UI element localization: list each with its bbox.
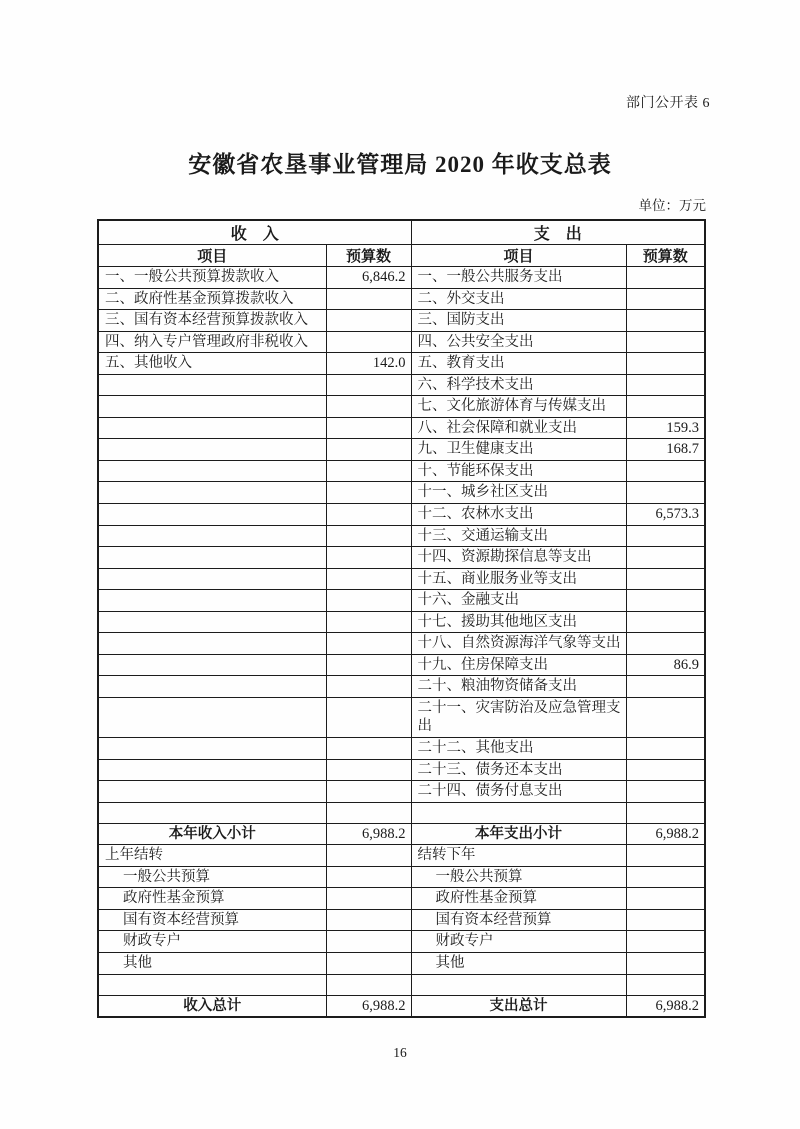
income-item-cell: 一、一般公共预算拨款收入: [98, 267, 326, 289]
income-budget-cell: [326, 697, 411, 737]
income-budget-cell: [326, 974, 411, 995]
income-carryover-label: 上年结转: [98, 845, 326, 867]
expense-carryover-sub-value: [626, 888, 705, 910]
table-row: [98, 267, 705, 289]
expense-item-cell: 二十一、灾害防治及应急管理支出: [411, 697, 626, 737]
budget-table: [97, 219, 706, 1018]
expense-budget-cell: [626, 396, 705, 418]
expense-item-cell: 九、卫生健康支出: [411, 439, 626, 461]
income-item-cell: [98, 374, 326, 396]
expense-carryover-sub-label: 政府性基金预算: [411, 888, 626, 910]
page-title: 安徽省农垦事业管理局 2020 年收支总表: [188, 152, 612, 177]
table-row: [98, 460, 705, 482]
expense-carryover-value: [626, 845, 705, 867]
income-carryover-sub-label: 国有资本经营预算: [98, 909, 326, 931]
expense-budget-cell: [626, 547, 705, 569]
spacer-row: [98, 802, 705, 823]
income-budget-column-header: 预算数: [326, 245, 411, 267]
income-carryover-sub-label: 其他: [98, 952, 326, 974]
income-carryover-sub-value: [326, 909, 411, 931]
table-row: [98, 611, 705, 633]
income-item-cell: [98, 460, 326, 482]
expense-item-cell: 十三、交通运输支出: [411, 525, 626, 547]
income-budget-cell: [326, 460, 411, 482]
income-item-cell: [98, 974, 326, 995]
expense-budget-cell: [626, 460, 705, 482]
page-number: 16: [393, 1045, 407, 1061]
expense-budget-cell: [626, 482, 705, 504]
income-total-value: 6,988.2: [326, 995, 411, 1017]
income-item-cell: 五、其他收入: [98, 353, 326, 375]
expense-item-cell: 七、文化旅游体育与传媒支出: [411, 396, 626, 418]
expense-item-cell: [411, 974, 626, 995]
expense-item-cell: 十九、住房保障支出: [411, 654, 626, 676]
expense-item-cell: 十、节能环保支出: [411, 460, 626, 482]
expense-item-cell: [411, 802, 626, 823]
income-carryover-sub-value: [326, 931, 411, 953]
expense-item-column-header: 项目: [411, 245, 626, 267]
expense-budget-cell: [626, 310, 705, 332]
income-carryover-sub-label: 政府性基金预算: [98, 888, 326, 910]
income-item-cell: [98, 482, 326, 504]
income-budget-cell: 6,846.2: [326, 267, 411, 289]
expense-budget-cell: [626, 288, 705, 310]
income-budget-cell: [326, 310, 411, 332]
income-subtotal-label: 本年收入小计: [98, 823, 326, 845]
income-carryover-sub-value: [326, 866, 411, 888]
expense-budget-cell: [626, 781, 705, 803]
income-section-header: 收 入: [98, 220, 411, 245]
table-row: [98, 310, 705, 332]
expense-budget-cell: [626, 611, 705, 633]
table-row: [98, 697, 705, 737]
expense-carryover-sub-label: 其他: [411, 952, 626, 974]
income-item-cell: [98, 654, 326, 676]
expense-item-cell: 十七、援助其他地区支出: [411, 611, 626, 633]
expense-carryover-sub-label: 一般公共预算: [411, 866, 626, 888]
table-row: [98, 417, 705, 439]
carryover-sub-row: [98, 909, 705, 931]
table-row: [98, 374, 705, 396]
expense-item-cell: 二十四、债务付息支出: [411, 781, 626, 803]
table-row: [98, 288, 705, 310]
unit-label: 单位：万元: [638, 198, 706, 213]
expense-budget-cell: [626, 374, 705, 396]
expense-item-cell: 二十、粮油物资储备支出: [411, 676, 626, 698]
income-carryover-value: [326, 845, 411, 867]
income-budget-cell: [326, 439, 411, 461]
income-item-cell: [98, 697, 326, 737]
total-row: [98, 995, 705, 1017]
expense-budget-cell: [626, 590, 705, 612]
income-item-cell: 三、国有资本经营预算拨款收入: [98, 310, 326, 332]
expense-item-cell: 二、外交支出: [411, 288, 626, 310]
expense-item-cell: 八、社会保障和就业支出: [411, 417, 626, 439]
table-row: [98, 759, 705, 781]
income-carryover-sub-label: 财政专户: [98, 931, 326, 953]
income-item-cell: [98, 633, 326, 655]
carryover-row: [98, 845, 705, 867]
income-item-cell: [98, 504, 326, 526]
budget-table-body: [98, 267, 705, 1018]
expense-total-label: 支出总计: [411, 995, 626, 1017]
expense-carryover-sub-value: [626, 909, 705, 931]
table-row: [98, 738, 705, 760]
table-row: [98, 676, 705, 698]
expense-item-cell: 十四、资源勘探信息等支出: [411, 547, 626, 569]
income-item-cell: [98, 525, 326, 547]
income-item-cell: [98, 738, 326, 760]
income-item-cell: 二、政府性基金预算拨款收入: [98, 288, 326, 310]
income-budget-cell: [326, 738, 411, 760]
income-budget-cell: [326, 654, 411, 676]
expense-item-cell: 十一、城乡社区支出: [411, 482, 626, 504]
expense-budget-cell: [626, 974, 705, 995]
income-budget-cell: [326, 288, 411, 310]
table-row: [98, 525, 705, 547]
income-item-cell: [98, 547, 326, 569]
income-item-cell: [98, 759, 326, 781]
income-budget-cell: [326, 331, 411, 353]
income-budget-cell: [326, 590, 411, 612]
table-row: [98, 331, 705, 353]
expense-item-cell: 五、教育支出: [411, 353, 626, 375]
income-carryover-sub-label: 一般公共预算: [98, 866, 326, 888]
expense-item-cell: 三、国防支出: [411, 310, 626, 332]
income-budget-cell: [326, 547, 411, 569]
income-item-cell: [98, 611, 326, 633]
income-budget-cell: [326, 759, 411, 781]
expense-budget-cell: [626, 802, 705, 823]
expense-budget-cell: 6,573.3: [626, 504, 705, 526]
income-total-label: 收入总计: [98, 995, 326, 1017]
expense-item-cell: 六、科学技术支出: [411, 374, 626, 396]
table-row: [98, 396, 705, 418]
income-budget-cell: [326, 633, 411, 655]
income-budget-cell: [326, 802, 411, 823]
expense-item-cell: 一、一般公共服务支出: [411, 267, 626, 289]
expense-item-cell: 二十二、其他支出: [411, 738, 626, 760]
table-row: [98, 353, 705, 375]
income-item-cell: [98, 802, 326, 823]
expense-item-cell: 二十三、债务还本支出: [411, 759, 626, 781]
income-item-column-header: 项目: [98, 245, 326, 267]
income-budget-cell: [326, 525, 411, 547]
expense-subtotal-value: 6,988.2: [626, 823, 705, 845]
table-row: [98, 547, 705, 569]
income-budget-cell: 142.0: [326, 353, 411, 375]
income-item-cell: [98, 568, 326, 590]
income-item-cell: 四、纳入专户管理政府非税收入: [98, 331, 326, 353]
expense-carryover-sub-value: [626, 866, 705, 888]
income-budget-cell: [326, 504, 411, 526]
expense-budget-cell: [626, 353, 705, 375]
carryover-sub-row: [98, 888, 705, 910]
expense-item-cell: 十六、金融支出: [411, 590, 626, 612]
expense-section-header: 支 出: [411, 220, 705, 245]
expense-budget-cell: 159.3: [626, 417, 705, 439]
section-header-row: [98, 220, 705, 245]
expense-total-value: 6,988.2: [626, 995, 705, 1017]
table-row: [98, 781, 705, 803]
income-budget-cell: [326, 568, 411, 590]
expense-item-cell: 十五、商业服务业等支出: [411, 568, 626, 590]
expense-carryover-sub-label: 国有资本经营预算: [411, 909, 626, 931]
table-row: [98, 633, 705, 655]
expense-subtotal-label: 本年支出小计: [411, 823, 626, 845]
expense-budget-cell: [626, 525, 705, 547]
income-budget-cell: [326, 374, 411, 396]
spacer-row: [98, 974, 705, 995]
expense-carryover-sub-label: 财政专户: [411, 931, 626, 953]
expense-budget-cell: [626, 633, 705, 655]
expense-budget-cell: [626, 738, 705, 760]
expense-budget-cell: [626, 331, 705, 353]
expense-carryover-label: 结转下年: [411, 845, 626, 867]
income-item-cell: [98, 417, 326, 439]
income-item-cell: [98, 676, 326, 698]
income-item-cell: [98, 439, 326, 461]
carryover-sub-row: [98, 931, 705, 953]
expense-carryover-sub-value: [626, 952, 705, 974]
income-carryover-sub-value: [326, 888, 411, 910]
expense-item-cell: 十八、自然资源海洋气象等支出: [411, 633, 626, 655]
table-row: [98, 654, 705, 676]
expense-budget-cell: 168.7: [626, 439, 705, 461]
table-row: [98, 439, 705, 461]
expense-budget-cell: [626, 267, 705, 289]
expense-budget-cell: 86.9: [626, 654, 705, 676]
expense-budget-cell: [626, 568, 705, 590]
income-subtotal-value: 6,988.2: [326, 823, 411, 845]
table-row: [98, 482, 705, 504]
expense-budget-cell: [626, 676, 705, 698]
income-item-cell: [98, 590, 326, 612]
carryover-sub-row: [98, 866, 705, 888]
subtotal-row: [98, 823, 705, 845]
income-carryover-sub-value: [326, 952, 411, 974]
income-item-cell: [98, 396, 326, 418]
table-row: [98, 568, 705, 590]
table-row: [98, 590, 705, 612]
expense-budget-cell: [626, 697, 705, 737]
income-budget-cell: [326, 396, 411, 418]
income-budget-cell: [326, 482, 411, 504]
expense-item-cell: 四、公共安全支出: [411, 331, 626, 353]
income-budget-cell: [326, 781, 411, 803]
income-budget-cell: [326, 417, 411, 439]
corner-label: 部门公开表 6: [626, 96, 710, 111]
table-row: [98, 504, 705, 526]
carryover-sub-row: [98, 952, 705, 974]
expense-budget-column-header: 预算数: [626, 245, 705, 267]
income-item-cell: [98, 781, 326, 803]
income-budget-cell: [326, 676, 411, 698]
income-budget-cell: [326, 611, 411, 633]
expense-carryover-sub-value: [626, 931, 705, 953]
expense-budget-cell: [626, 759, 705, 781]
expense-item-cell: 十二、农林水支出: [411, 504, 626, 526]
column-header-row: [98, 245, 705, 267]
